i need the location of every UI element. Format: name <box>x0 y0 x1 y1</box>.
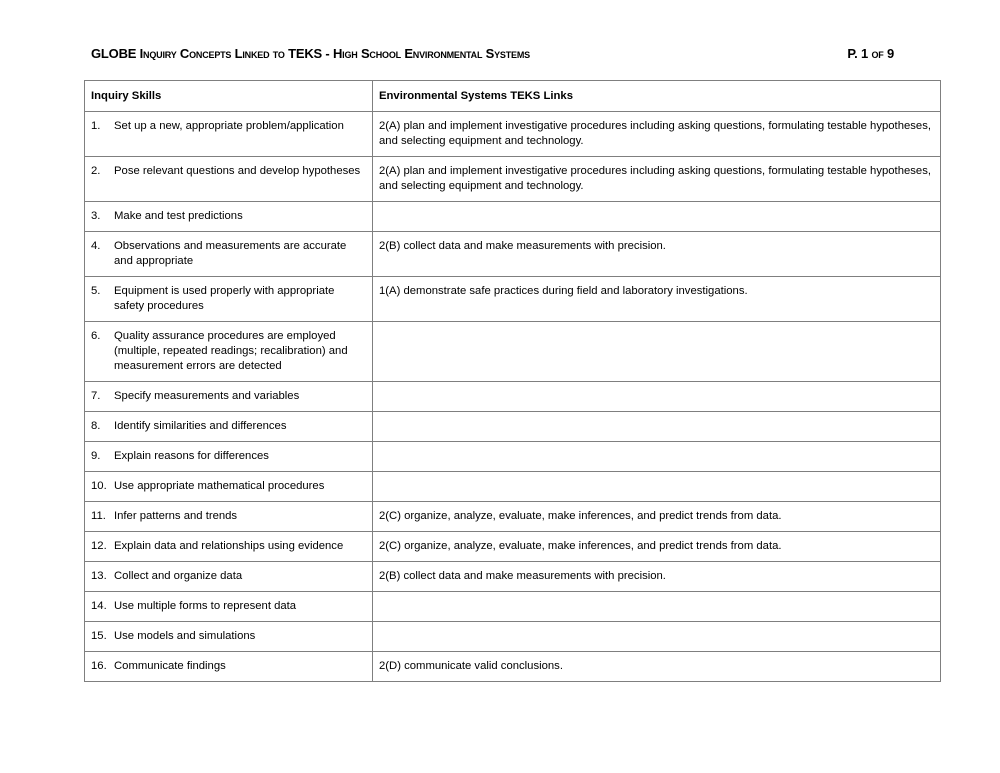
skill-number: 9. <box>91 450 101 462</box>
skill-text: Explain data and relationships using evidence <box>114 540 344 552</box>
inquiry-skill <box>91 164 366 179</box>
skill-text: Quality assurance procedures are employed (multiple, repeated readings; recalibration) and measurement errors are detected <box>114 330 348 372</box>
inquiry-skill <box>91 449 366 464</box>
inquiry-skill <box>91 599 366 614</box>
inquiry-skill <box>91 284 366 314</box>
teks-link-cell: 2(B) collect data and make measurements with precision. <box>373 562 941 592</box>
table-row <box>85 382 941 412</box>
inquiry-skill-cell <box>85 472 373 502</box>
inquiry-skill-cell <box>85 592 373 622</box>
inquiry-skill <box>91 119 366 134</box>
skill-text: Explain reasons for differences <box>114 450 269 462</box>
skill-text: Use appropriate mathematical procedures <box>114 480 325 492</box>
skill-text: Identify similarities and differences <box>114 420 287 432</box>
inquiry-skill-cell <box>85 322 373 382</box>
inquiry-skill <box>91 509 366 524</box>
inquiry-skill <box>91 539 366 554</box>
inquiry-skill <box>91 389 366 404</box>
table-row <box>85 112 941 157</box>
skill-number: 16. <box>91 660 107 672</box>
skill-text: Communicate findings <box>114 660 226 672</box>
teks-link-cell: 2(D) communicate valid conclusions. <box>373 652 941 682</box>
table-header-row <box>85 81 941 112</box>
table-row <box>85 622 941 652</box>
teks-link-cell: 1(A) demonstrate safe practices during field and laboratory investigations. <box>373 277 941 322</box>
skill-number: 8. <box>91 420 101 432</box>
inquiry-skill-cell <box>85 652 373 682</box>
inquiry-skill-cell <box>85 157 373 202</box>
inquiry-skill-cell <box>85 622 373 652</box>
inquiry-skill-cell <box>85 532 373 562</box>
inquiry-skill <box>91 419 366 434</box>
inquiry-skill-cell <box>85 562 373 592</box>
inquiry-skill <box>91 479 366 494</box>
teks-link-cell: 2(C) organize, analyze, evaluate, make inferences, and predict trends from data. <box>373 532 941 562</box>
document-title: GLOBE Inquiry Concepts Linked to TEKS - High School Environmental Systems <box>91 46 530 61</box>
skill-text: Pose relevant questions and develop hypotheses <box>114 165 361 177</box>
skill-number: 4. <box>91 240 101 252</box>
skill-text: Specify measurements and variables <box>114 390 300 402</box>
skill-text: Use multiple forms to represent data <box>114 600 297 612</box>
table-row <box>85 592 941 622</box>
skill-text: Equipment is used properly with appropriate safety procedures <box>114 285 335 312</box>
skill-number: 3. <box>91 210 101 222</box>
inquiry-skill <box>91 629 366 644</box>
table-row <box>85 502 941 532</box>
table-row <box>85 562 941 592</box>
column-header-teks-links: Environmental Systems TEKS Links <box>373 81 941 112</box>
inquiry-skill <box>91 209 366 224</box>
skill-number: 15. <box>91 630 107 642</box>
inquiry-skill-cell <box>85 502 373 532</box>
table-row <box>85 532 941 562</box>
skill-number: 10. <box>91 480 107 492</box>
teks-link-cell: 2(C) organize, analyze, evaluate, make inferences, and predict trends from data. <box>373 502 941 532</box>
skill-number: 6. <box>91 330 101 342</box>
teks-link-cell <box>373 202 941 232</box>
inquiry-skill-cell <box>85 412 373 442</box>
teks-link-cell <box>373 472 941 502</box>
page-header <box>91 46 894 61</box>
inquiry-skill-cell <box>85 382 373 412</box>
teks-link-cell <box>373 322 941 382</box>
teks-link-cell <box>373 592 941 622</box>
skill-text: Observations and measurements are accurate and appropriate <box>114 240 347 267</box>
table-row <box>85 412 941 442</box>
skill-number: 5. <box>91 285 101 297</box>
inquiry-skill-cell <box>85 202 373 232</box>
table-row <box>85 652 941 682</box>
teks-link-cell: 2(A) plan and implement investigative procedures including asking questions, formulating testable hypotheses, and selecting equipment and technology. <box>373 112 941 157</box>
inquiry-skill <box>91 569 366 584</box>
inquiry-skill <box>91 239 366 269</box>
inquiry-skill-cell <box>85 277 373 322</box>
inquiry-skill-cell <box>85 112 373 157</box>
skill-text: Set up a new, appropriate problem/application <box>114 120 344 132</box>
skill-number: 2. <box>91 165 101 177</box>
table-row <box>85 157 941 202</box>
skill-text: Collect and organize data <box>114 570 243 582</box>
teks-link-cell <box>373 382 941 412</box>
table-row <box>85 322 941 382</box>
inquiry-teks-table <box>84 80 941 682</box>
skill-number: 1. <box>91 120 101 132</box>
page-number: P. 1 of 9 <box>847 46 894 61</box>
inquiry-skill <box>91 329 366 374</box>
skill-text: Make and test predictions <box>114 210 243 222</box>
skill-number: 14. <box>91 600 107 612</box>
teks-link-cell: 2(A) plan and implement investigative procedures including asking questions, formulating testable hypotheses, and selecting equipment and technology. <box>373 157 941 202</box>
inquiry-skill <box>91 659 366 674</box>
skill-number: 11. <box>91 510 106 522</box>
teks-link-cell <box>373 622 941 652</box>
skill-number: 12. <box>91 540 107 552</box>
skill-number: 13. <box>91 570 107 582</box>
teks-link-cell: 2(B) collect data and make measurements with precision. <box>373 232 941 277</box>
skill-number: 7. <box>91 390 101 402</box>
column-header-inquiry-skills: Inquiry Skills <box>85 81 373 112</box>
table-row <box>85 232 941 277</box>
table-row <box>85 202 941 232</box>
table-row <box>85 277 941 322</box>
inquiry-skill-cell <box>85 232 373 277</box>
teks-link-cell <box>373 412 941 442</box>
table-row <box>85 442 941 472</box>
inquiry-skill-cell <box>85 442 373 472</box>
teks-link-cell <box>373 442 941 472</box>
table-row <box>85 472 941 502</box>
skill-text: Infer patterns and trends <box>114 510 238 522</box>
skill-text: Use models and simulations <box>114 630 256 642</box>
